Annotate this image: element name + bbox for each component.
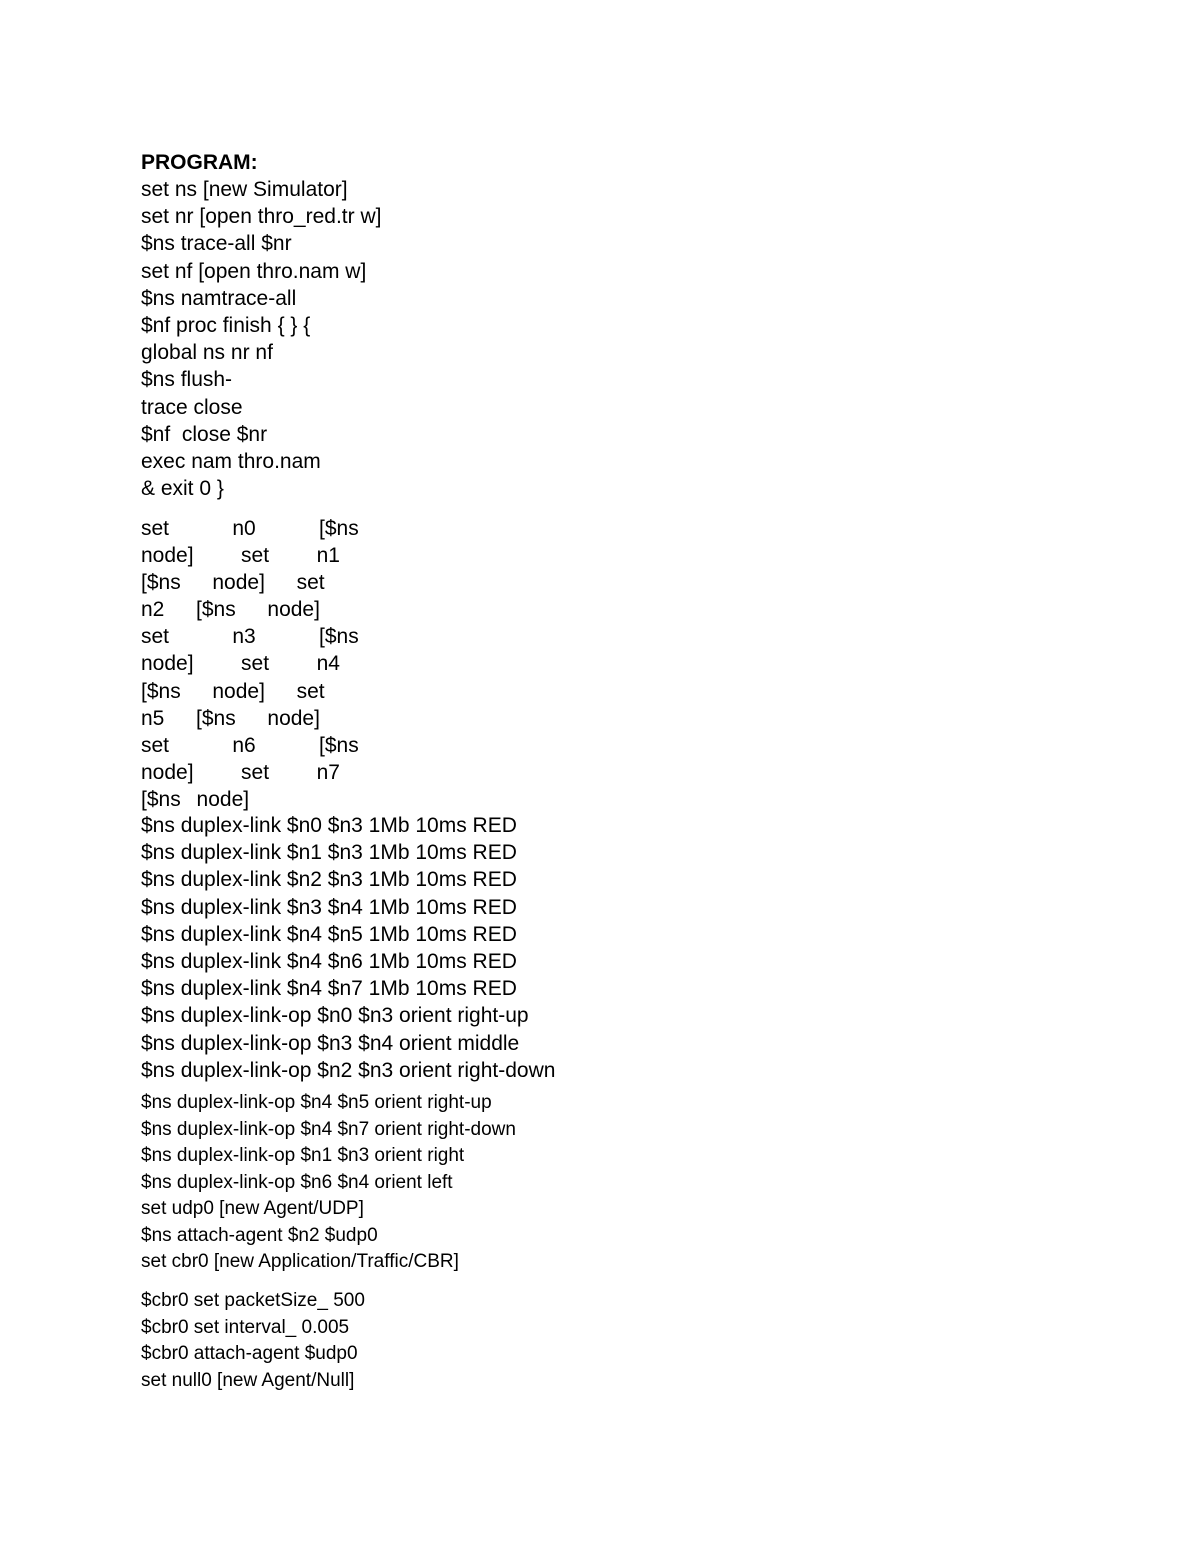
code-line: trace close [141,395,243,419]
code-line: $ns attach-agent $n2 $udp0 [141,1224,378,1246]
code-line: $ns duplex-link-op $n4 $n5 orient right-up [141,1092,492,1113]
code-line: set udp0 [new Agent/UDP] [141,1198,364,1219]
code-block-cbr [141,1288,365,1394]
code-line: set n6 [$ns [141,733,359,757]
code-line: $ns flush- [141,368,233,392]
code-block-nodes [141,515,359,813]
code-line: $ns duplex-link $n4 $n6 1Mb 10ms RED [141,950,517,974]
code-line: n5 [$ns node] [141,706,320,730]
code-line: global ns nr nf [141,341,273,365]
code-block-orient-agents [141,1090,516,1276]
code-line: $ns duplex-link $n4 $n5 1Mb 10ms RED [141,922,517,946]
code-line: $ns duplex-link $n1 $n3 1Mb 10ms RED [141,841,517,865]
code-line: $cbr0 set interval_ 0.005 [141,1316,350,1338]
code-line: set n3 [$ns [141,625,359,649]
code-line: set cbr0 [new Application/Traffic/CBR] [141,1251,459,1272]
code-line: $nf close $nr [141,422,268,446]
code-line: $ns duplex-link-op $n6 $n4 orient left [141,1171,453,1193]
code-line: set nr [open thro_red.tr w] [141,205,382,229]
code-line: [$ns node] set [141,571,325,595]
code-line: $ns duplex-link $n3 $n4 1Mb 10ms RED [141,895,517,919]
code-line: $ns duplex-link $n0 $n3 1Mb 10ms RED [141,814,517,837]
code-line: $ns duplex-link $n4 $n7 1Mb 10ms RED [141,977,517,1001]
code-line: $ns duplex-link-op $n4 $n7 orient right-down [141,1118,516,1140]
code-line: $ns duplex-link-op $n3 $n4 orient middle [141,1031,520,1055]
code-line: $ns namtrace-all [141,286,297,310]
code-block-links [141,812,555,1084]
code-line: node] set n4 [141,652,340,676]
code-line: $ns duplex-link-op $n2 $n3 orient right-down [141,1058,556,1082]
code-line: $cbr0 set packetSize_ 500 [141,1290,365,1311]
code-line: node] set n7 [141,760,340,784]
code-line: exec nam thro.nam [141,450,321,474]
code-line: $ns duplex-link-op $n1 $n3 orient right [141,1145,465,1166]
code-line: $ns duplex-link-op $n0 $n3 orient right-up [141,1004,529,1028]
code-line: n2 [$ns node] [141,598,320,622]
code-block-setup [141,176,381,502]
code-line: set nf [open thro.nam w] [141,259,367,283]
code-line: $ns duplex-link $n2 $n3 1Mb 10ms RED [141,868,517,892]
code-line: [$ns node] set [141,679,325,703]
program-heading: PROGRAM: [141,151,258,174]
code-line: node] set n1 [141,544,340,568]
code-line: $ns trace-all $nr [141,232,292,256]
code-line: set ns [new Simulator] [141,178,348,201]
code-line: set n0 [$ns [141,517,359,540]
code-line: $nf proc finish { } { [141,314,311,338]
code-line: set null0 [new Agent/Null] [141,1369,355,1391]
code-line: $cbr0 attach-agent $udp0 [141,1343,358,1364]
code-line: & exit 0 } [141,477,224,501]
code-line: [$ns node] [141,787,250,811]
